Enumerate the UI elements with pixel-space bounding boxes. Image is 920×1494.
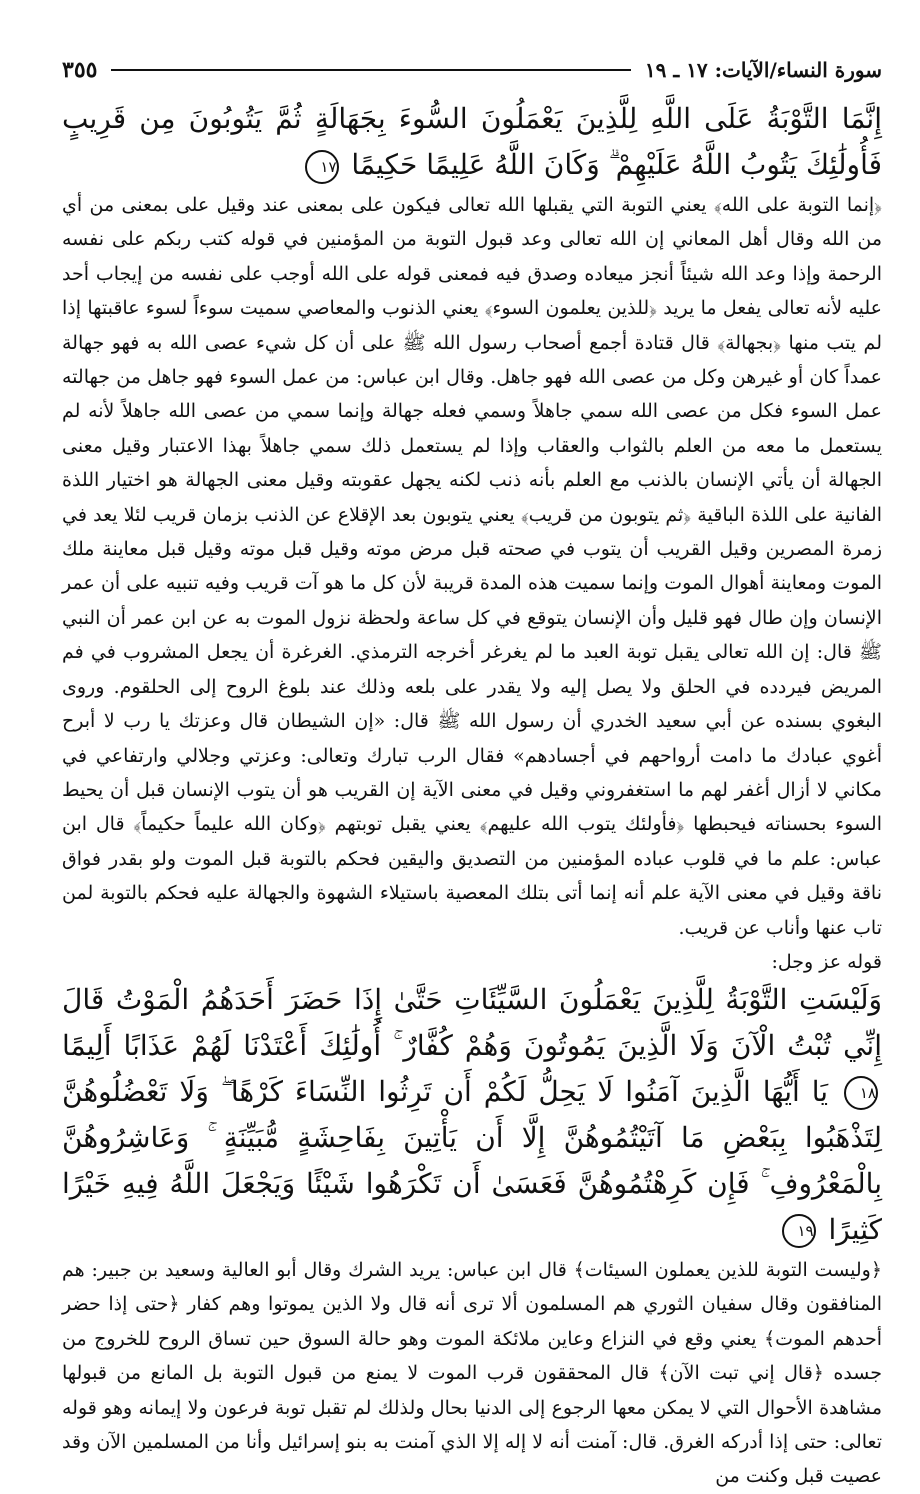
section-cue: قوله عز وجل:: [771, 950, 882, 973]
commentary-paragraph: ﴿إنما التوبة على الله﴾ يعني التوبة التي يقبلها الله تعالى فيكون على بمعنى عند وقيل على بمعنى من أي من الله وقال أهل المعاني إن الله تعالى وعد قبول التوبة من المؤمنين في قوله كتب ربكم على نفسه الرحمة وإذا وعد الله شيئاً أنجز ميعاده وصدق فيه فمعنى قوله على الله أوجب على نفسه من إيجاب أحد عليه لأنه تعالى يفعل ما يريد ﴿للذين يعلمون السوء﴾ يعني الذنوب والمعاصي سميت سوءاً لسوء عاقبتها إذا لم يتب منها ﴿بجهالة﴾ قال قتادة أجمع أصحاب رسول الله ﷺ على أن كل شيء عصى الله به فهو جهالة عمداً كان أو غيرهن وكل من عصى الله فهو جاهل. وقال ابن عباس: من عمل السوء فهو جاهل من جهالته عمل السوء فكل من عصى الله سمي جاهلاً وسمي فعله جهالة وإنما سمي من عصى الله جاهلاً لأنه لم يستعمل ما معه من العلم بالثواب والعقاب وإذا لم يستعمل ذلك سمي جاهلاً بهذا الاعتبار وقيل معنى الجهالة أن يأتي الإنسان بالذنب مع العلم بأنه ذنب لكنه يجهل عقوبته وقيل معنى الجهالة هو اختيار اللذة الفانية على اللذة الباقية ﴿ثم يتوبون من قريب﴾ يعني يتوبون بعد الإقلاع عن الذنب بزمان قريب لئلا يعد في زمرة المصرين وقيل القريب أن يتوب في صحته قبل مرض موته وقيل قبل موته وقيل قبل معاينة ملك الموت ومعاينة أهوال الموت وإنما سميت هذه المدة قريبة لأن كل ما هو آت قريب وفيه تنبيه على أن عمر الإنسان وإن طال فهو قليل وأن الإنسان يتوقع في كل ساعة ولحظة نزول الموت به عن ابن عمر أن النبي ﷺ قال: إن الله تعالى يقبل توبة العبد ما لم يغرغر أخرجه الترمذي. الغرغرة أن يجعل المشروب في فم المريض فيردده في الحلق ولا يصل إليه ولا يقدر على بلعه وذلك عند بلوغ الروح إلى الحلقوم. وروى البغوي بسنده عن أبي سعيد الخدري أن رسول الله ﷺ قال: «إن الشيطان قال وعزتك يا رب لا أبرح أغوي عبادك ما دامت أرواحهم في أجسادهم» فقال الرب تبارك وتعالى: وعزتي وجلالي وارتفاعي في مكاني لا أزال أغفر لهم ما استغفروني وقيل في معنى الآية إن القريب هو أن يتوب الإنسان قبل أن يحيط السوء بحسناته فيحبطها ﴿فأولئك يتوب الله عليهم﴾ يعني يقبل توبتهم ﴿وكان الله عليماً حكيماً﴾ قال ابن عباس: علم ما في قلوب عباده المؤمنين من التصديق واليقين فحكم بالتوبة قبل الموت ولو بقدر فواق ناقة وقيل في معنى الآية علم أنه إنما أتى بتلك المعصية باستيلاء الشهوة والجهالة عليه فحكم بالتوبة لمن تاب عنها وأناب عن قريب.: [62, 194, 882, 939]
book-page: [62, 52, 882, 1494]
commentary-block-1: [62, 188, 882, 945]
verse-number-marker: ١٧: [305, 150, 339, 184]
verse-text: يَا أَيُّهَا الَّذِينَ آمَنُوا لَا يَحِلُّ لَكُمْ أَن تَرِثُوا النِّسَاءَ كَرْهًا ۖ وَلَا تَعْضُلُوهُنَّ لِتَذْهَبُوا بِبَعْضِ مَا آتَيْتُمُوهُنَّ إِلَّا أَن يَأْتِينَ بِفَاحِشَةٍ مُّبَيِّنَةٍ ۚ وَعَاشِرُوهُنَّ بِالْمَعْرُوفِ ۚ فَإِن كَرِهْتُمُوهُنَّ فَعَسَىٰ أَن تَكْرَهُوا شَيْئًا وَيَجْعَلَ اللَّهُ فِيهِ خَيْرًا كَثِيرًا: [62, 1074, 882, 1246]
page-header: [62, 52, 882, 88]
verse-text: وَلَيْسَتِ التَّوْبَةُ لِلَّذِينَ يَعْمَلُونَ السَّيِّئَاتِ حَتَّىٰ إِذَا حَضَرَ أَحَدَهُمُ الْمَوْتُ قَالَ إِنِّي تُبْتُ الْآنَ وَلَا الَّذِينَ يَمُوتُونَ وَهُمْ كُفَّارٌ ۚ أُولَٰئِكَ أَعْتَدْنَا لَهُمْ عَذَابًا أَلِيمًا: [62, 982, 882, 1062]
commentary-block-2: [62, 1253, 882, 1494]
commentary-paragraph: ﴿وليست التوبة للذين يعملون السيئات﴾ قال ابن عباس: يريد الشرك وقال أبو العالية وسعيد بن جبير: هم المنافقون وقال سفيان الثوري هم المسلمون ألا ترى أنه قال ولا الذين يموتوا وهم كفار ﴿حتى إذا حضر أحدهم الموت﴾ يعني وقع في النزاع وعاين ملائكة الموت وهو حالة السوق حين تساق الروح للخروج من جسده ﴿قال إني تبت الآن﴾ قال المحققون قرب الموت لا يمنع من قبول التوبة بل المانع من قبولها مشاهدة الأحوال التي لا يمكن معها الرجوع إلى الدنيا بحال ولذلك لم تقبل توبة فرعون ولا إيمانه وهو قوله تعالى: حتى إذا أدركه الغرق. قال: آمنت أنه لا إله إلا الذي آمنت به بنو إسرائيل وأنا من المسلمين الآن وقد عصيت قبل وكنت من: [62, 1258, 882, 1488]
surah-heading: سورة النساء/الآيات: ١٧ ـ ١٩: [644, 58, 882, 82]
page-number: ٣٥٥: [62, 57, 98, 83]
header-rule: [111, 69, 630, 71]
verse-text: إِنَّمَا التَّوْبَةُ عَلَى اللَّهِ لِلَّذِينَ يَعْمَلُونَ السُّوءَ بِجَهَالَةٍ ثُمَّ يَتُوبُونَ مِن قَرِيبٍ فَأُولَٰئِكَ يَتُوبُ اللَّهُ عَلَيْهِمْ ۗ وَكَانَ اللَّهُ عَلِيمًا حَكِيمًا: [62, 102, 882, 181]
quran-verse-block-1: [62, 96, 882, 188]
verse-number-marker: ١٩: [782, 1214, 816, 1248]
quran-verse-block-2: [62, 977, 882, 1253]
verse-number-marker: ١٨: [844, 1076, 878, 1110]
